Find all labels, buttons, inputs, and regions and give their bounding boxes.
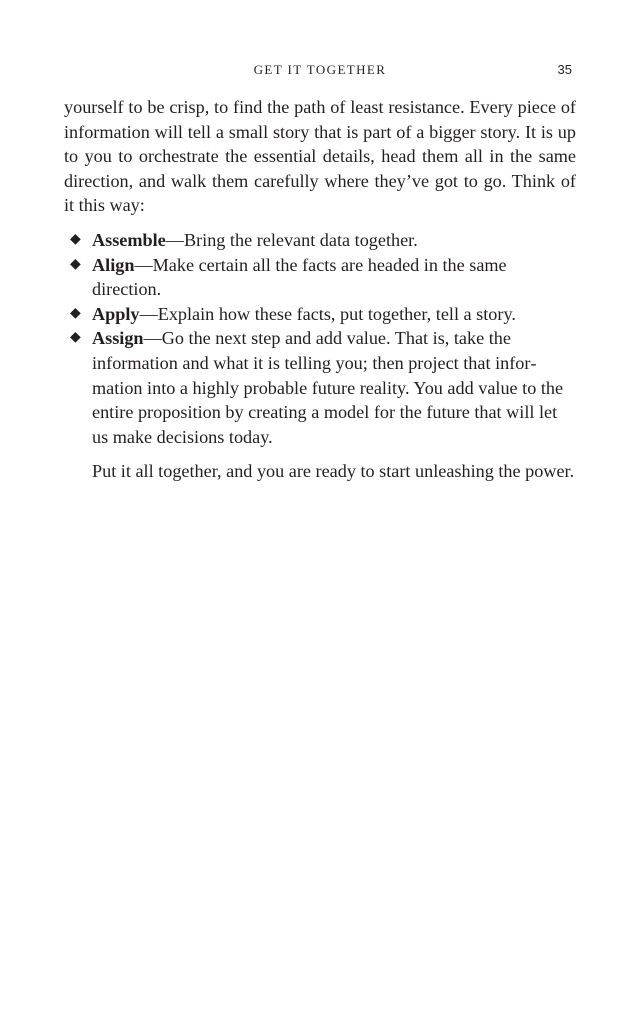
bullet-term: Apply xyxy=(92,303,140,324)
bullet-text: —Go the next step and add value. That is, take the information and what it is telling you; then project that information into a highly probable future reality. You add value to the entire proposition by creating a model for the future that will let us make decisions today. xyxy=(92,328,564,447)
bullet-term: Align xyxy=(92,254,135,275)
diamond-bullet-icon: ◆ xyxy=(70,256,81,272)
intro-paragraph: yourself to be crisp, to find the path of least resistance. Every piece of information will tell a small story that is part of a bigger story. It is up to you to orchestrate the essential details, head them all in the same direction, and walk them carefully where they’ve got to go. Think of it this way: xyxy=(64,97,576,216)
bullet-term: Assign xyxy=(92,328,144,349)
diamond-bullet-icon: ◆ xyxy=(70,305,81,321)
running-title: GET IT TOGETHER xyxy=(253,62,387,77)
list-item-apply xyxy=(64,302,576,327)
running-head xyxy=(64,62,576,80)
list-item-align xyxy=(64,253,576,302)
list-item-assign xyxy=(64,326,576,449)
bullet-term: Assemble xyxy=(92,229,166,250)
page-number: 35 xyxy=(557,62,572,77)
closing-paragraph: Put it all together, and you are ready to start unleashing the power. xyxy=(92,461,575,482)
body-text xyxy=(64,95,576,484)
bullet-text: —Make certain all the facts are headed in the same direction. xyxy=(92,254,507,300)
bullet-text: —Explain how these facts, put together, tell a story. xyxy=(139,303,516,324)
list-item-assemble xyxy=(64,228,576,253)
diamond-bullet-icon: ◆ xyxy=(70,231,81,247)
diamond-bullet-icon: ◆ xyxy=(70,330,81,346)
bullet-text: —Bring the relevant data together. xyxy=(165,229,418,250)
bullet-list xyxy=(64,228,576,449)
